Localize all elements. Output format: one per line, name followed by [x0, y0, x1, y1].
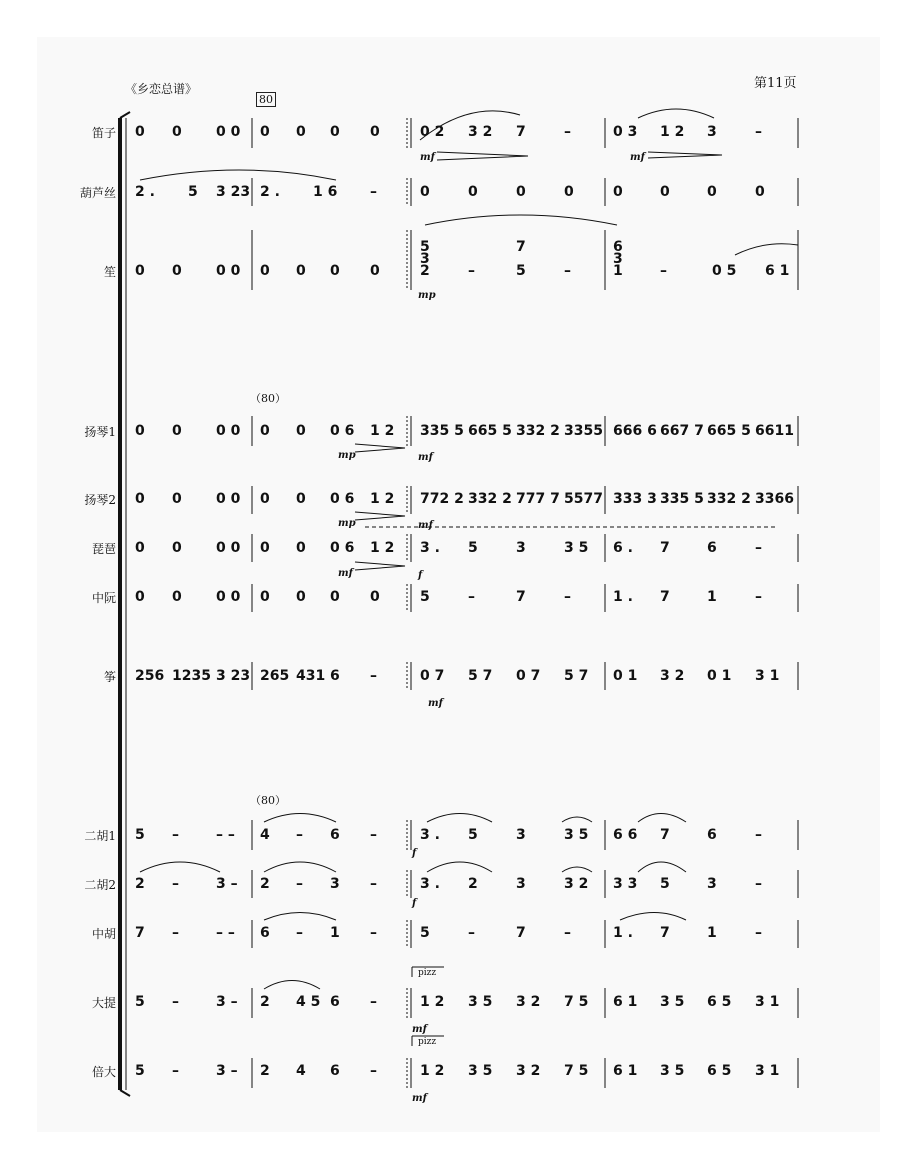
pipa-note: 3 . — [420, 540, 440, 556]
erhu1-note: 6 — [330, 827, 340, 843]
pipa-note: 1 2 — [370, 540, 395, 556]
yangqin1-note: 332 2 — [516, 423, 560, 439]
yangqin2-note: 777 7 — [516, 491, 560, 507]
zhongruan-note: 1 . — [613, 589, 633, 605]
erhu1-note: 5 — [135, 827, 145, 843]
beida-note: – — [370, 1063, 377, 1079]
zheng-note: 3 23 — [216, 668, 251, 684]
yangqin2-note: 1 2 — [370, 491, 395, 507]
hulusi-note: 0 — [660, 184, 670, 200]
pipa-note: – — [755, 540, 762, 556]
yangqin1-note: 0 — [296, 423, 306, 439]
zhonghu-note: – — [370, 925, 377, 941]
erhu2-note: – — [755, 876, 762, 892]
instrument-pipa: 琵琶 — [91, 542, 116, 556]
yangqin2-note: 5577 — [564, 491, 603, 507]
zhonghu-note: – – — [216, 925, 235, 941]
dynamic-mark: f — [412, 848, 417, 859]
erhu1-note: 3 . — [420, 827, 440, 843]
pipa-note: 0 — [135, 540, 145, 556]
zheng-note: 6 — [330, 668, 340, 684]
zhonghu-note: 6 — [260, 925, 270, 941]
zhongruan-note: 0 0 — [216, 589, 241, 605]
beida-note: 4 — [296, 1063, 306, 1079]
yangqin2-note: 0 0 — [216, 491, 241, 507]
zheng-note: – — [370, 668, 377, 684]
sheng-note: 0 5 — [712, 263, 737, 279]
zhongruan-note: 7 — [660, 589, 670, 605]
sheng-note: 0 0 — [216, 263, 241, 279]
pipa-note: 0 — [296, 540, 306, 556]
pizz-beida: pizz — [418, 1037, 437, 1047]
instrument-beida: 倍大 — [91, 1065, 116, 1079]
dynamic-mark: f — [418, 570, 423, 581]
dynamic-mark: mf — [418, 452, 433, 463]
sheng-chord-upper-note: 6 — [613, 239, 623, 255]
yangqin1-note: 667 7 — [660, 423, 704, 439]
zhongruan-note: 0 — [370, 589, 380, 605]
pipa-note: 3 5 — [564, 540, 589, 556]
erhu2-note: 3 3 — [613, 876, 638, 892]
hulusi-note: 0 — [420, 184, 430, 200]
zhongruan-note: 1 — [707, 589, 717, 605]
dizi-note: 0 — [135, 124, 145, 140]
dati-note: 6 — [330, 994, 340, 1010]
sheng-note: 0 — [330, 263, 340, 279]
page-number: 第11页 — [754, 76, 797, 91]
erhu2-note: 3 2 — [564, 876, 589, 892]
erhu1-note: 5 — [468, 827, 478, 843]
beida-note: 2 — [260, 1063, 270, 1079]
dati-note: 4 5 — [296, 994, 321, 1010]
sheng-chord-upper-note: 7 — [516, 239, 526, 255]
hulusi-note: 0 — [707, 184, 717, 200]
score-title: 《乡恋总谱》 — [125, 82, 198, 96]
sheng-chord-middle-note: 3 — [613, 251, 623, 267]
dynamic-mark: mf — [412, 1093, 427, 1104]
zhonghu-note: – — [172, 925, 179, 941]
erhu1-note: – — [755, 827, 762, 843]
dati-note: 7 5 — [564, 994, 589, 1010]
dati-note: 3 2 — [516, 994, 541, 1010]
erhu2-note: 2 — [135, 876, 145, 892]
erhu1-note: 6 — [707, 827, 717, 843]
yangqin1-note: 6611 — [755, 423, 794, 439]
yangqin1-note: 0 — [135, 423, 145, 439]
zhonghu-note: – — [755, 925, 762, 941]
erhu2-note: 3 — [707, 876, 717, 892]
dati-note: 3 5 — [468, 994, 493, 1010]
dati-note: 2 — [260, 994, 270, 1010]
zheng-note: 5 7 — [468, 668, 493, 684]
yangqin2-note: 333 3 — [613, 491, 657, 507]
erhu1-note: 6 6 — [613, 827, 638, 843]
erhu1-note: – – — [216, 827, 235, 843]
dynamic-mark: mp — [418, 290, 436, 301]
zhonghu-note: – — [296, 925, 303, 941]
hulusi-note: 0 — [613, 184, 623, 200]
hulusi-note: 5 — [188, 184, 198, 200]
yangqin1-note: 0 0 — [216, 423, 241, 439]
dizi-note: 3 — [707, 124, 717, 140]
instrument-yangqin1: 扬琴1 — [84, 425, 116, 439]
zhongruan-note: 7 — [516, 589, 526, 605]
zheng-note: 1235 — [172, 668, 211, 684]
hulusi-note: 0 — [516, 184, 526, 200]
dynamic-mark: mf — [338, 568, 353, 579]
hulusi-note: 2 . — [135, 184, 155, 200]
zheng-note: 3 2 — [660, 668, 685, 684]
pipa-note: 0 — [260, 540, 270, 556]
zhongruan-note: – — [564, 589, 571, 605]
sheng-note: 0 — [296, 263, 306, 279]
pipa-note: 0 6 — [330, 540, 355, 556]
hulusi-note: 0 — [755, 184, 765, 200]
pipa-note: 6 . — [613, 540, 633, 556]
dati-note: 3 1 — [755, 994, 780, 1010]
dynamic-mark: mf — [418, 520, 433, 531]
pipa-note: 7 — [660, 540, 670, 556]
dizi-note: 0 — [330, 124, 340, 140]
dizi-note: 0 — [296, 124, 306, 140]
erhu2-note: 5 — [660, 876, 670, 892]
instrument-zheng: 筝 — [103, 670, 116, 684]
rehearsal-mark-2: （80） — [250, 392, 286, 405]
sheng-note: 2 — [420, 263, 430, 279]
yangqin1-note: 1 2 — [370, 423, 395, 439]
hulusi-note: 0 — [564, 184, 574, 200]
zhongruan-note: 0 — [135, 589, 145, 605]
instrument-dati: 大提 — [91, 996, 116, 1010]
dynamic-mark: mf — [412, 1024, 427, 1035]
dati-note: 5 — [135, 994, 145, 1010]
dizi-note: 7 — [516, 124, 526, 140]
zheng-note: 0 7 — [420, 668, 445, 684]
hulusi-note: 0 — [468, 184, 478, 200]
zhonghu-note: 1 — [707, 925, 717, 941]
zhongruan-note: – — [468, 589, 475, 605]
pipa-note: 5 — [468, 540, 478, 556]
beida-note: 3 – — [216, 1063, 238, 1079]
yangqin1-note: 666 6 — [613, 423, 657, 439]
sheng-chord-middle-note: 3 — [420, 251, 430, 267]
zhonghu-note: – — [564, 925, 571, 941]
yangqin2-note: 3366 — [755, 491, 794, 507]
rehearsal-mark-3: （80） — [250, 794, 286, 807]
sheng-note: – — [564, 263, 571, 279]
sheng-note: 6 1 — [765, 263, 790, 279]
instrument-zhongruan: 中阮 — [91, 591, 116, 605]
dati-note: – — [172, 994, 179, 1010]
dizi-note: 0 — [370, 124, 380, 140]
yangqin2-note: 332 2 — [707, 491, 751, 507]
yangqin1-note: 0 — [172, 423, 182, 439]
dati-note: – — [370, 994, 377, 1010]
hulusi-note: – — [370, 184, 377, 200]
beida-note: 3 2 — [516, 1063, 541, 1079]
dizi-note: 1 2 — [660, 124, 685, 140]
zhongruan-note: – — [755, 589, 762, 605]
beida-note: 7 5 — [564, 1063, 589, 1079]
yangqin2-note: 0 — [135, 491, 145, 507]
zhonghu-note: 5 — [420, 925, 430, 941]
beida-note: 1 2 — [420, 1063, 445, 1079]
zheng-note: 3 1 — [755, 668, 780, 684]
yangqin2-note: 0 6 — [330, 491, 355, 507]
instrument-dizi: 笛子 — [91, 126, 116, 140]
beida-note: 6 5 — [707, 1063, 732, 1079]
yangqin2-note: 0 — [172, 491, 182, 507]
sheng-note: 0 — [260, 263, 270, 279]
zheng-note: 0 1 — [707, 668, 732, 684]
zheng-note: 0 1 — [613, 668, 638, 684]
hulusi-note: 2 . — [260, 184, 280, 200]
instrument-yangqin2: 扬琴2 — [84, 493, 116, 507]
instrument-erhu2: 二胡2 — [84, 878, 116, 892]
dizi-note: – — [755, 124, 762, 140]
erhu2-note: 3 . — [420, 876, 440, 892]
erhu2-note: 2 — [260, 876, 270, 892]
beida-note: 3 5 — [468, 1063, 493, 1079]
dizi-note: – — [564, 124, 571, 140]
zhonghu-note: 7 — [660, 925, 670, 941]
instrument-hulusi: 葫芦丝 — [79, 186, 116, 200]
erhu2-note: 3 – — [216, 876, 238, 892]
dati-note: 1 2 — [420, 994, 445, 1010]
pizz-dati: pizz — [418, 968, 437, 978]
pipa-note: 0 0 — [216, 540, 241, 556]
zhonghu-note: 1 . — [613, 925, 633, 941]
beida-note: 3 1 — [755, 1063, 780, 1079]
instrument-sheng: 笙 — [103, 265, 116, 279]
beida-note: 3 5 — [660, 1063, 685, 1079]
sheng-note: – — [660, 263, 667, 279]
yangqin2-note: 772 2 — [420, 491, 464, 507]
zheng-note: 256 — [135, 668, 165, 684]
pipa-note: 0 — [172, 540, 182, 556]
sheng-chord-upper-note: 5 — [420, 239, 430, 255]
erhu1-note: 3 — [516, 827, 526, 843]
erhu1-note: 3 5 — [564, 827, 589, 843]
erhu2-note: 2 — [468, 876, 478, 892]
sheng-note: 5 — [516, 263, 526, 279]
erhu1-note: – — [370, 827, 377, 843]
dynamic-mark: mp — [338, 518, 356, 529]
zhongruan-note: 5 — [420, 589, 430, 605]
yangqin2-note: 0 — [296, 491, 306, 507]
zhonghu-note: 1 — [330, 925, 340, 941]
dati-note: 6 1 — [613, 994, 638, 1010]
erhu1-note: – — [172, 827, 179, 843]
dati-note: 6 5 — [707, 994, 732, 1010]
dati-note: 3 5 — [660, 994, 685, 1010]
zhonghu-note: 7 — [135, 925, 145, 941]
erhu1-note: – — [296, 827, 303, 843]
sheng-note: 0 — [135, 263, 145, 279]
yangqin1-note: 0 — [260, 423, 270, 439]
dynamic-mark: mp — [338, 450, 356, 461]
yangqin1-note: 335 5 — [420, 423, 464, 439]
zhongruan-note: 0 — [260, 589, 270, 605]
erhu2-note: – — [172, 876, 179, 892]
rehearsal-box: 80 — [256, 92, 276, 107]
yangqin2-note: 332 2 — [468, 491, 512, 507]
beida-note: 5 — [135, 1063, 145, 1079]
pipa-note: 6 — [707, 540, 717, 556]
dizi-note: 0 3 — [613, 124, 638, 140]
dynamic-mark: mf — [428, 698, 443, 709]
zheng-note: 265 — [260, 668, 290, 684]
yangqin1-note: 0 6 — [330, 423, 355, 439]
zhonghu-note: – — [468, 925, 475, 941]
beida-note: – — [172, 1063, 179, 1079]
instrument-erhu1: 二胡1 — [84, 829, 116, 843]
dynamic-mark: f — [412, 898, 417, 909]
zhongruan-note: 0 — [330, 589, 340, 605]
sheng-note: 1 — [613, 263, 623, 279]
dizi-note: 0 2 — [420, 124, 445, 140]
zhongruan-note: 0 — [296, 589, 306, 605]
yangqin1-note: 665 5 — [707, 423, 751, 439]
dynamic-mark: mf — [420, 152, 435, 163]
zheng-note: 5 7 — [564, 668, 589, 684]
sheng-note: – — [468, 263, 475, 279]
yangqin2-note: 0 — [260, 491, 270, 507]
zhonghu-note: 7 — [516, 925, 526, 941]
zheng-note: 431 — [296, 668, 326, 684]
erhu2-note: 3 — [330, 876, 340, 892]
dynamic-mark: mf — [630, 152, 645, 163]
hulusi-note: 1 6 — [313, 184, 338, 200]
erhu1-note: 7 — [660, 827, 670, 843]
zheng-note: 0 7 — [516, 668, 541, 684]
erhu2-note: – — [296, 876, 303, 892]
erhu2-note: – — [370, 876, 377, 892]
dizi-note: 0 — [172, 124, 182, 140]
instrument-zhonghu: 中胡 — [91, 927, 116, 941]
sheng-note: 0 — [370, 263, 380, 279]
dizi-note: 0 — [260, 124, 270, 140]
pipa-note: 3 — [516, 540, 526, 556]
zhongruan-note: 0 — [172, 589, 182, 605]
erhu1-note: 4 — [260, 827, 270, 843]
dizi-note: 0 0 — [216, 124, 241, 140]
beida-note: 6 1 — [613, 1063, 638, 1079]
yangqin1-note: 665 5 — [468, 423, 512, 439]
dizi-note: 3 2 — [468, 124, 493, 140]
erhu2-note: 3 — [516, 876, 526, 892]
beida-note: 6 — [330, 1063, 340, 1079]
sheng-note: 0 — [172, 263, 182, 279]
yangqin1-note: 3355 — [564, 423, 603, 439]
yangqin2-note: 335 5 — [660, 491, 704, 507]
hulusi-note: 3 23 — [216, 184, 251, 200]
dati-note: 3 – — [216, 994, 238, 1010]
